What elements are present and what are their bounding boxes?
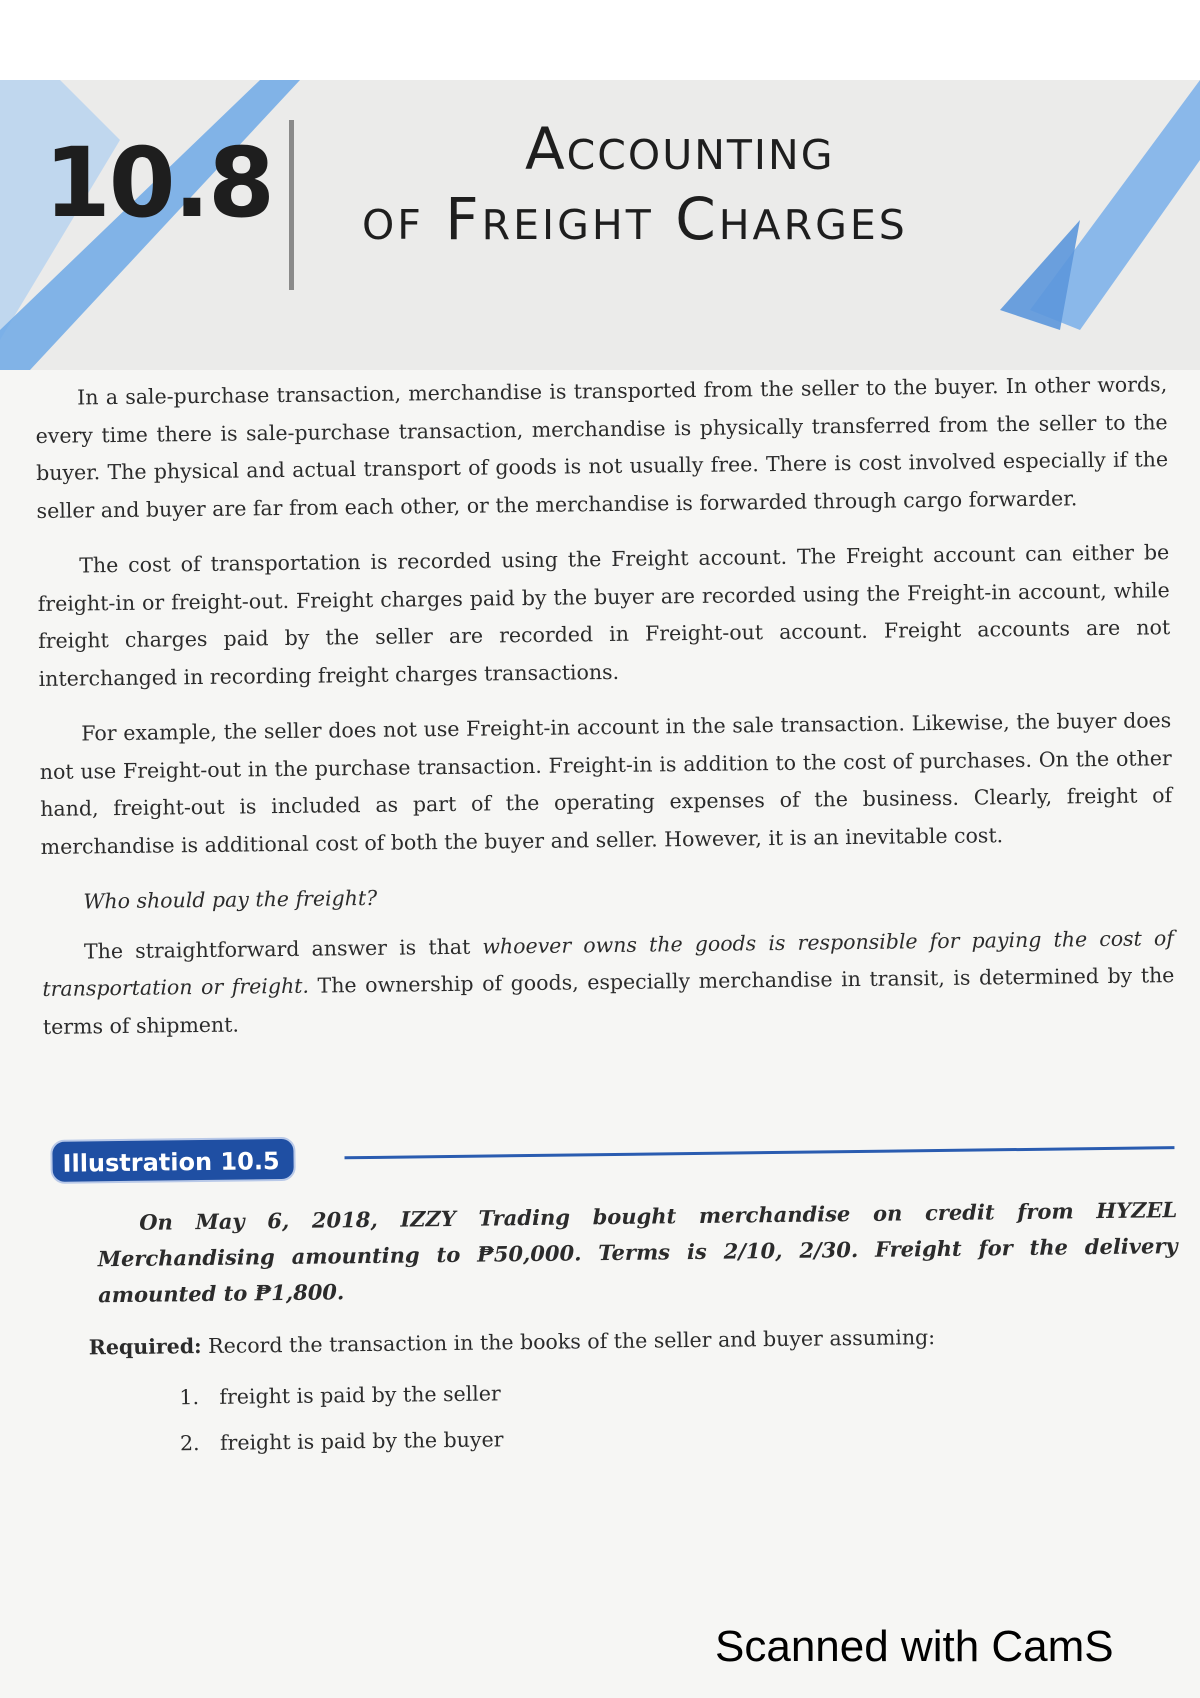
required-text: Record the transaction in the books of the seller and buyer assuming: <box>208 1325 936 1358</box>
required-line <box>47 1316 1179 1366</box>
list-item <box>180 1416 504 1466</box>
scanner-watermark: Scanned with CamS <box>715 1622 1114 1671</box>
answer-emphasis: whoever owns the goods is responsible for paying the cost of transportation or freight. <box>42 925 1175 1001</box>
list-item-number: 2. <box>179 1431 200 1456</box>
section-title-line1: Accounting <box>525 115 835 183</box>
answer-lead: The straightforward answer is that <box>83 934 483 963</box>
illustration-badge: Illustration 10.5 <box>50 1137 296 1184</box>
list-item-text: freight is paid by the buyer <box>219 1427 504 1455</box>
answer-rest: The ownership of goods, especially merchandise in transit, is determined by the terms of shipment. <box>42 963 1175 1039</box>
chapter-header <box>0 80 1200 370</box>
section-title-line2: of Freight Charges <box>362 185 908 253</box>
required-list <box>179 1370 504 1466</box>
list-item-number: 1. <box>179 1385 200 1410</box>
illustration-problem: On May 6, 2018, IZZY Trading bought merchandise on credit from HYZEL Merchandising amounting to ₱50,000. Terms is 2/10, 2/30. Freight for the delivery amounted to ₱1,800. <box>97 1197 1178 1308</box>
paragraph-answer <box>42 920 1175 1046</box>
illustration-rule <box>345 1146 1175 1159</box>
document-page <box>0 80 1200 1698</box>
question-heading: Who should pay the freight? <box>83 885 378 914</box>
title-divider <box>289 120 294 290</box>
required-label: Required: <box>88 1334 202 1360</box>
paragraph-intro: In a sale-purchase transaction, merchandise is transported from the seller to the buyer. In other words, every time there is sale-purchase transaction, merchandise is physically transferred from the seller to the buyer. The physical and actual transport of goods is not usually free. There is cost involved especially if the seller and buyer are far from each other, or the merchandise is forwarded through cargo forwarder. <box>35 372 1169 523</box>
illustration-header <box>44 1126 1176 1184</box>
paragraph-freight-account: The cost of transportation is recorded using the Freight account. The Freight account can either be freight-in or freight-out. Freight charges paid by the buyer are recorded using the Freight-in account, while freight charges paid by the seller are recorded in Freight-out account. Freight accounts are not interchanged in recording freight charges transactions. <box>37 540 1171 691</box>
list-item <box>179 1370 503 1420</box>
paragraph-example: For example, the seller does not use Freight-in account in the sale transaction. Likewise, the buyer does not use Freight-out in the purchase transaction. Freight-in is addition to the cost of purchases. On the other hand, freight-out is included as part of the operating expenses of the business. Clearly, freight of merchandise is additional cost of both the buyer and seller. However, it is an inevitable cost. <box>39 708 1173 859</box>
list-item-text: freight is paid by the seller <box>219 1381 501 1409</box>
section-number: 10.8 <box>44 127 273 239</box>
section-content <box>35 366 1178 1456</box>
